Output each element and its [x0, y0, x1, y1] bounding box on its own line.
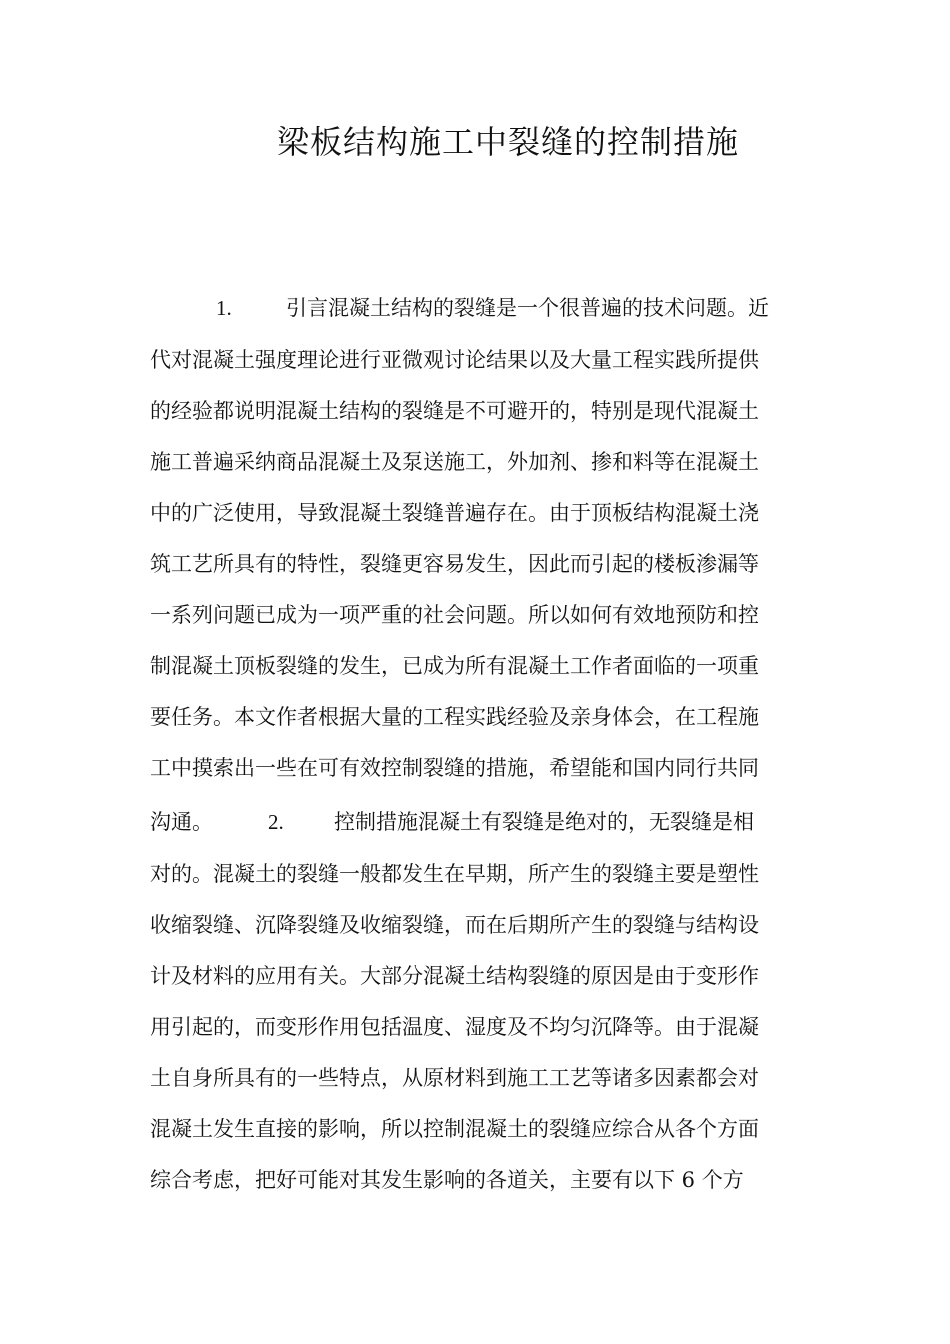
- paragraph-line: 混凝土发生直接的影响，所以控制混凝土的裂缝应综合从各个方面: [150, 1117, 759, 1141]
- paragraph-line: 对的。混凝土的裂缝一般都发生在早期，所产生的裂缝主要是塑性: [150, 862, 759, 886]
- paragraph-text: 沟通。: [150, 810, 213, 834]
- paragraph-line: 代对混凝土强度理论进行亚微观讨论结果以及大量工程实践所提供: [150, 348, 759, 372]
- paragraph-line: 综合考虑，把好可能对其发生影响的各道关，主要有以下 6 个方: [150, 1168, 744, 1192]
- paragraph-line: 工中摸索出一些在可有效控制裂缝的措施，希望能和国内同行共同: [150, 756, 759, 780]
- section-heading-text: 引言混凝土结构的裂缝是一个很普遍的技术问题。近: [286, 296, 769, 320]
- paragraph-line: 的经验都说明混凝土结构的裂缝是不可避开的，特别是现代混凝土: [150, 399, 759, 423]
- paragraph-line: 用引起的，而变形作用包括温度、湿度及不均匀沉降等。由于混凝: [150, 1015, 759, 1039]
- paragraph-line: [150, 283, 810, 334]
- paragraph-line: 土自身所具有的一些特点，从原材料到施工工艺等诸多因素都会对: [150, 1066, 759, 1090]
- section-number: 2.: [268, 810, 284, 834]
- paragraph-line: 筑工艺所具有的特性，裂缝更容易发生，因此而引起的楼板渗漏等: [150, 552, 759, 576]
- paragraph-line: 中的广泛使用，导致混凝土裂缝普遍存在。由于顶板结构混凝土浇: [150, 501, 759, 525]
- paragraph-line: 施工普遍采纳商品混凝土及泵送施工，外加剂、掺和料等在混凝土: [150, 450, 759, 474]
- section-number: 1.: [216, 296, 232, 320]
- document-title: 梁板结构施工中裂缝的控制措施: [276, 123, 739, 161]
- paragraph-line: 要任务。本文作者根据大量的工程实践经验及亲身体会，在工程施: [150, 705, 759, 729]
- section-heading-text: 控制措施混凝土有裂缝是绝对的，无裂缝是相: [334, 810, 754, 834]
- paragraph-line: 计及材料的应用有关。大部分混凝土结构裂缝的原因是由于变形作: [150, 964, 759, 988]
- paragraph-line: 一系列问题已成为一项严重的社会问题。所以如何有效地预防和控: [150, 603, 759, 627]
- paragraph-line: 收缩裂缝、沉降裂缝及收缩裂缝，而在后期所产生的裂缝与结构设: [150, 913, 759, 937]
- paragraph-line: [150, 797, 810, 848]
- paragraph-line: 制混凝土顶板裂缝的发生，已成为所有混凝土工作者面临的一项重: [150, 654, 759, 678]
